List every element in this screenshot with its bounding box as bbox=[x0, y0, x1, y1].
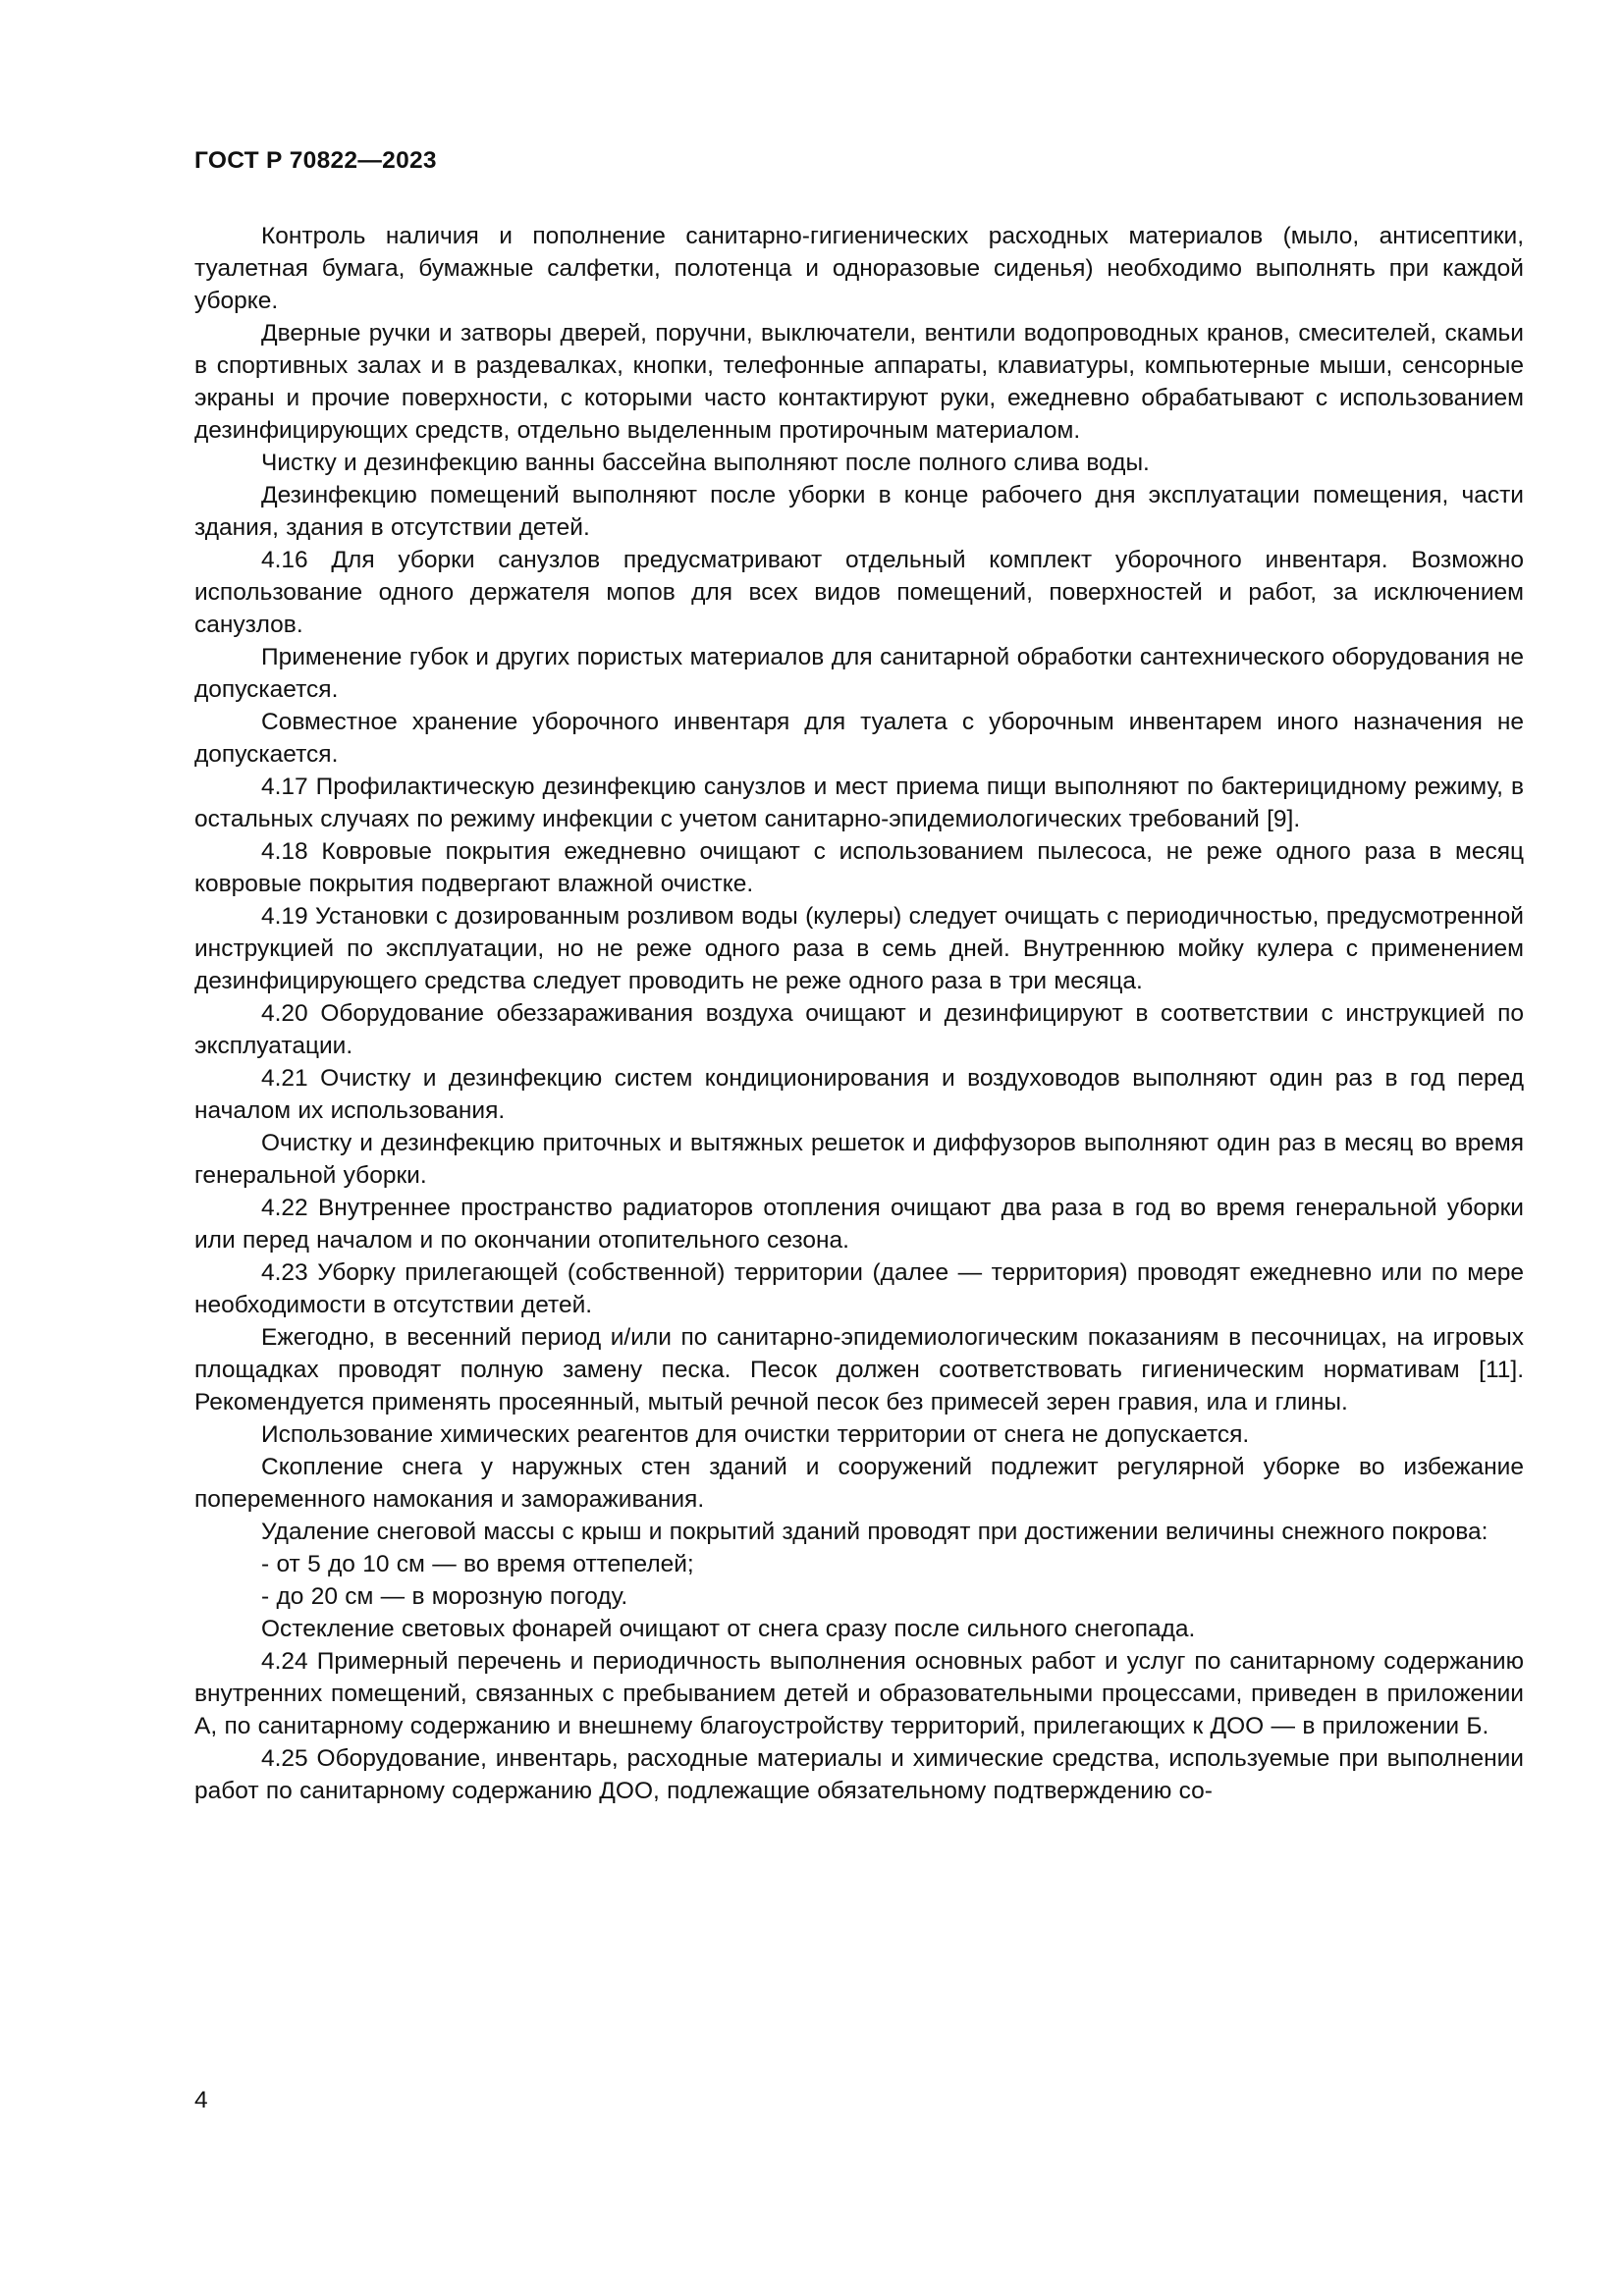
paragraph: Остекление световых фонарей очищают от снега сразу после сильного снегопада. bbox=[261, 1616, 1196, 1642]
paragraph: Дезинфекцию помещений выполняют после уборки в конце рабочего дня эксплуатации помещения, части здания, здания в отсутствии детей. bbox=[194, 482, 1524, 541]
paragraph: 4.25 Оборудование, инвентарь, расходные материалы и химические средства, используемые при выполнении работ по санитарному содержанию ДОО, подлежащие обязательному подтверждению со- bbox=[194, 1745, 1524, 1804]
paragraph: Чистку и дезинфекцию ванны бассейна выполняют после полного слива воды. bbox=[261, 450, 1150, 476]
page-number: 4 bbox=[194, 2087, 208, 2113]
paragraph: 4.20 Оборудование обеззараживания воздуха очищают и дезинфицируют в соответствии с инструкцией по эксплуатации. bbox=[194, 1000, 1524, 1059]
paragraph: 4.18 Ковровые покрытия ежедневно очищают с использованием пылесоса, не реже одного раза в месяц ковровые покрытия подвергают влажной очистке. bbox=[194, 838, 1524, 897]
paragraph: Скопление снега у наружных стен зданий и сооружений подлежит регулярной уборке во избежание попеременного намокания и замораживания. bbox=[194, 1454, 1524, 1513]
document-body bbox=[194, 220, 1524, 1807]
paragraph: Дверные ручки и затворы дверей, поручни, выключатели, вентили водопроводных кранов, смесителей, скамьи в спортивных залах и в раздевалках, кнопки, телефонные аппараты, клавиатуры, компьютерные мыши, сенсорные экраны и прочие поверхности, с которыми часто контактируют руки, ежедневно обрабатывают с использованием дезинфицирующих средств, отдельно выделенным протирочным материалом. bbox=[194, 320, 1524, 444]
paragraph: Совместное хранение уборочного инвентаря для туалета с уборочным инвентарем иного назначения не допускается. bbox=[194, 709, 1524, 768]
paragraph: Использование химических реагентов для очистки территории от снега не допускается. bbox=[261, 1421, 1250, 1448]
document-designation: ГОСТ Р 70822—2023 bbox=[194, 147, 437, 174]
paragraph: 4.22 Внутреннее пространство радиаторов отопления очищают два раза в год во время генеральной уборки или перед началом и по окончании отопительного сезона. bbox=[194, 1195, 1524, 1254]
paragraph: 4.24 Примерный перечень и периодичность выполнения основных работ и услуг по санитарному содержанию внутренних помещений, связанных с пребыванием детей и образовательными процессами, приведен в приложении А, по санитарному содержанию и внешнему благоустройству территорий, прилегающих к ДОО — в приложении Б. bbox=[194, 1648, 1524, 1739]
paragraph: 4.23 Уборку прилегающей (собственной) территории (далее — территория) проводят ежедневно или по мере необходимости в отсутствии детей. bbox=[194, 1259, 1524, 1318]
paragraph: - от 5 до 10 см — во время оттепелей; bbox=[261, 1551, 694, 1577]
paragraph: Удаление снеговой массы с крыш и покрытий зданий проводят при достижении величины снежного покрова: bbox=[261, 1519, 1489, 1545]
paragraph: Ежегодно, в весенний период и/или по санитарно-эпидемиологическим показаниям в песочницах, на игровых площадках проводят полную замену песка. Песок должен соответствовать гигиеническим нормативам [11]. Рекомендуется применять просеянный, мытый речной песок без примесей зерен гравия, ила и глины. bbox=[194, 1324, 1524, 1415]
paragraph: - до 20 см — в морозную погоду. bbox=[261, 1583, 628, 1610]
paragraph: Очистку и дезинфекцию приточных и вытяжных решеток и диффузоров выполняют один раз в месяц во время генеральной уборки. bbox=[194, 1130, 1524, 1189]
paragraph: 4.21 Очистку и дезинфекцию систем кондиционирования и воздуховодов выполняют один раз в год перед началом их использования. bbox=[194, 1065, 1524, 1124]
paragraph: 4.19 Установки с дозированным розливом воды (кулеры) следует очищать с периодичностью, предусмотренной инструкцией по эксплуатации, но не реже одного раза в семь дней. Внутреннюю мойку кулера с применением дезинфицирующего средства следует проводить не реже одного раза в три месяца. bbox=[194, 903, 1524, 994]
paragraph: 4.16 Для уборки санузлов предусматривают отдельный комплект уборочного инвентаря. Возможно использование одного держателя мопов для всех видов помещений, поверхностей и работ, за исключением санузлов. bbox=[194, 547, 1524, 638]
paragraph: Применение губок и других пористых материалов для санитарной обработки сантехнического оборудования не допускается. bbox=[194, 644, 1524, 703]
paragraph: Контроль наличия и пополнение санитарно-гигиенических расходных материалов (мыло, антисептики, туалетная бумага, бумажные салфетки, полотенца и одноразовые сиденья) необходимо выполнять при каждой уборке. bbox=[194, 223, 1524, 314]
paragraph: 4.17 Профилактическую дезинфекцию санузлов и мест приема пищи выполняют по бактерицидному режиму, в остальных случаях по режиму инфекции с учетом санитарно-эпидемиологических требований [9]. bbox=[194, 774, 1524, 832]
